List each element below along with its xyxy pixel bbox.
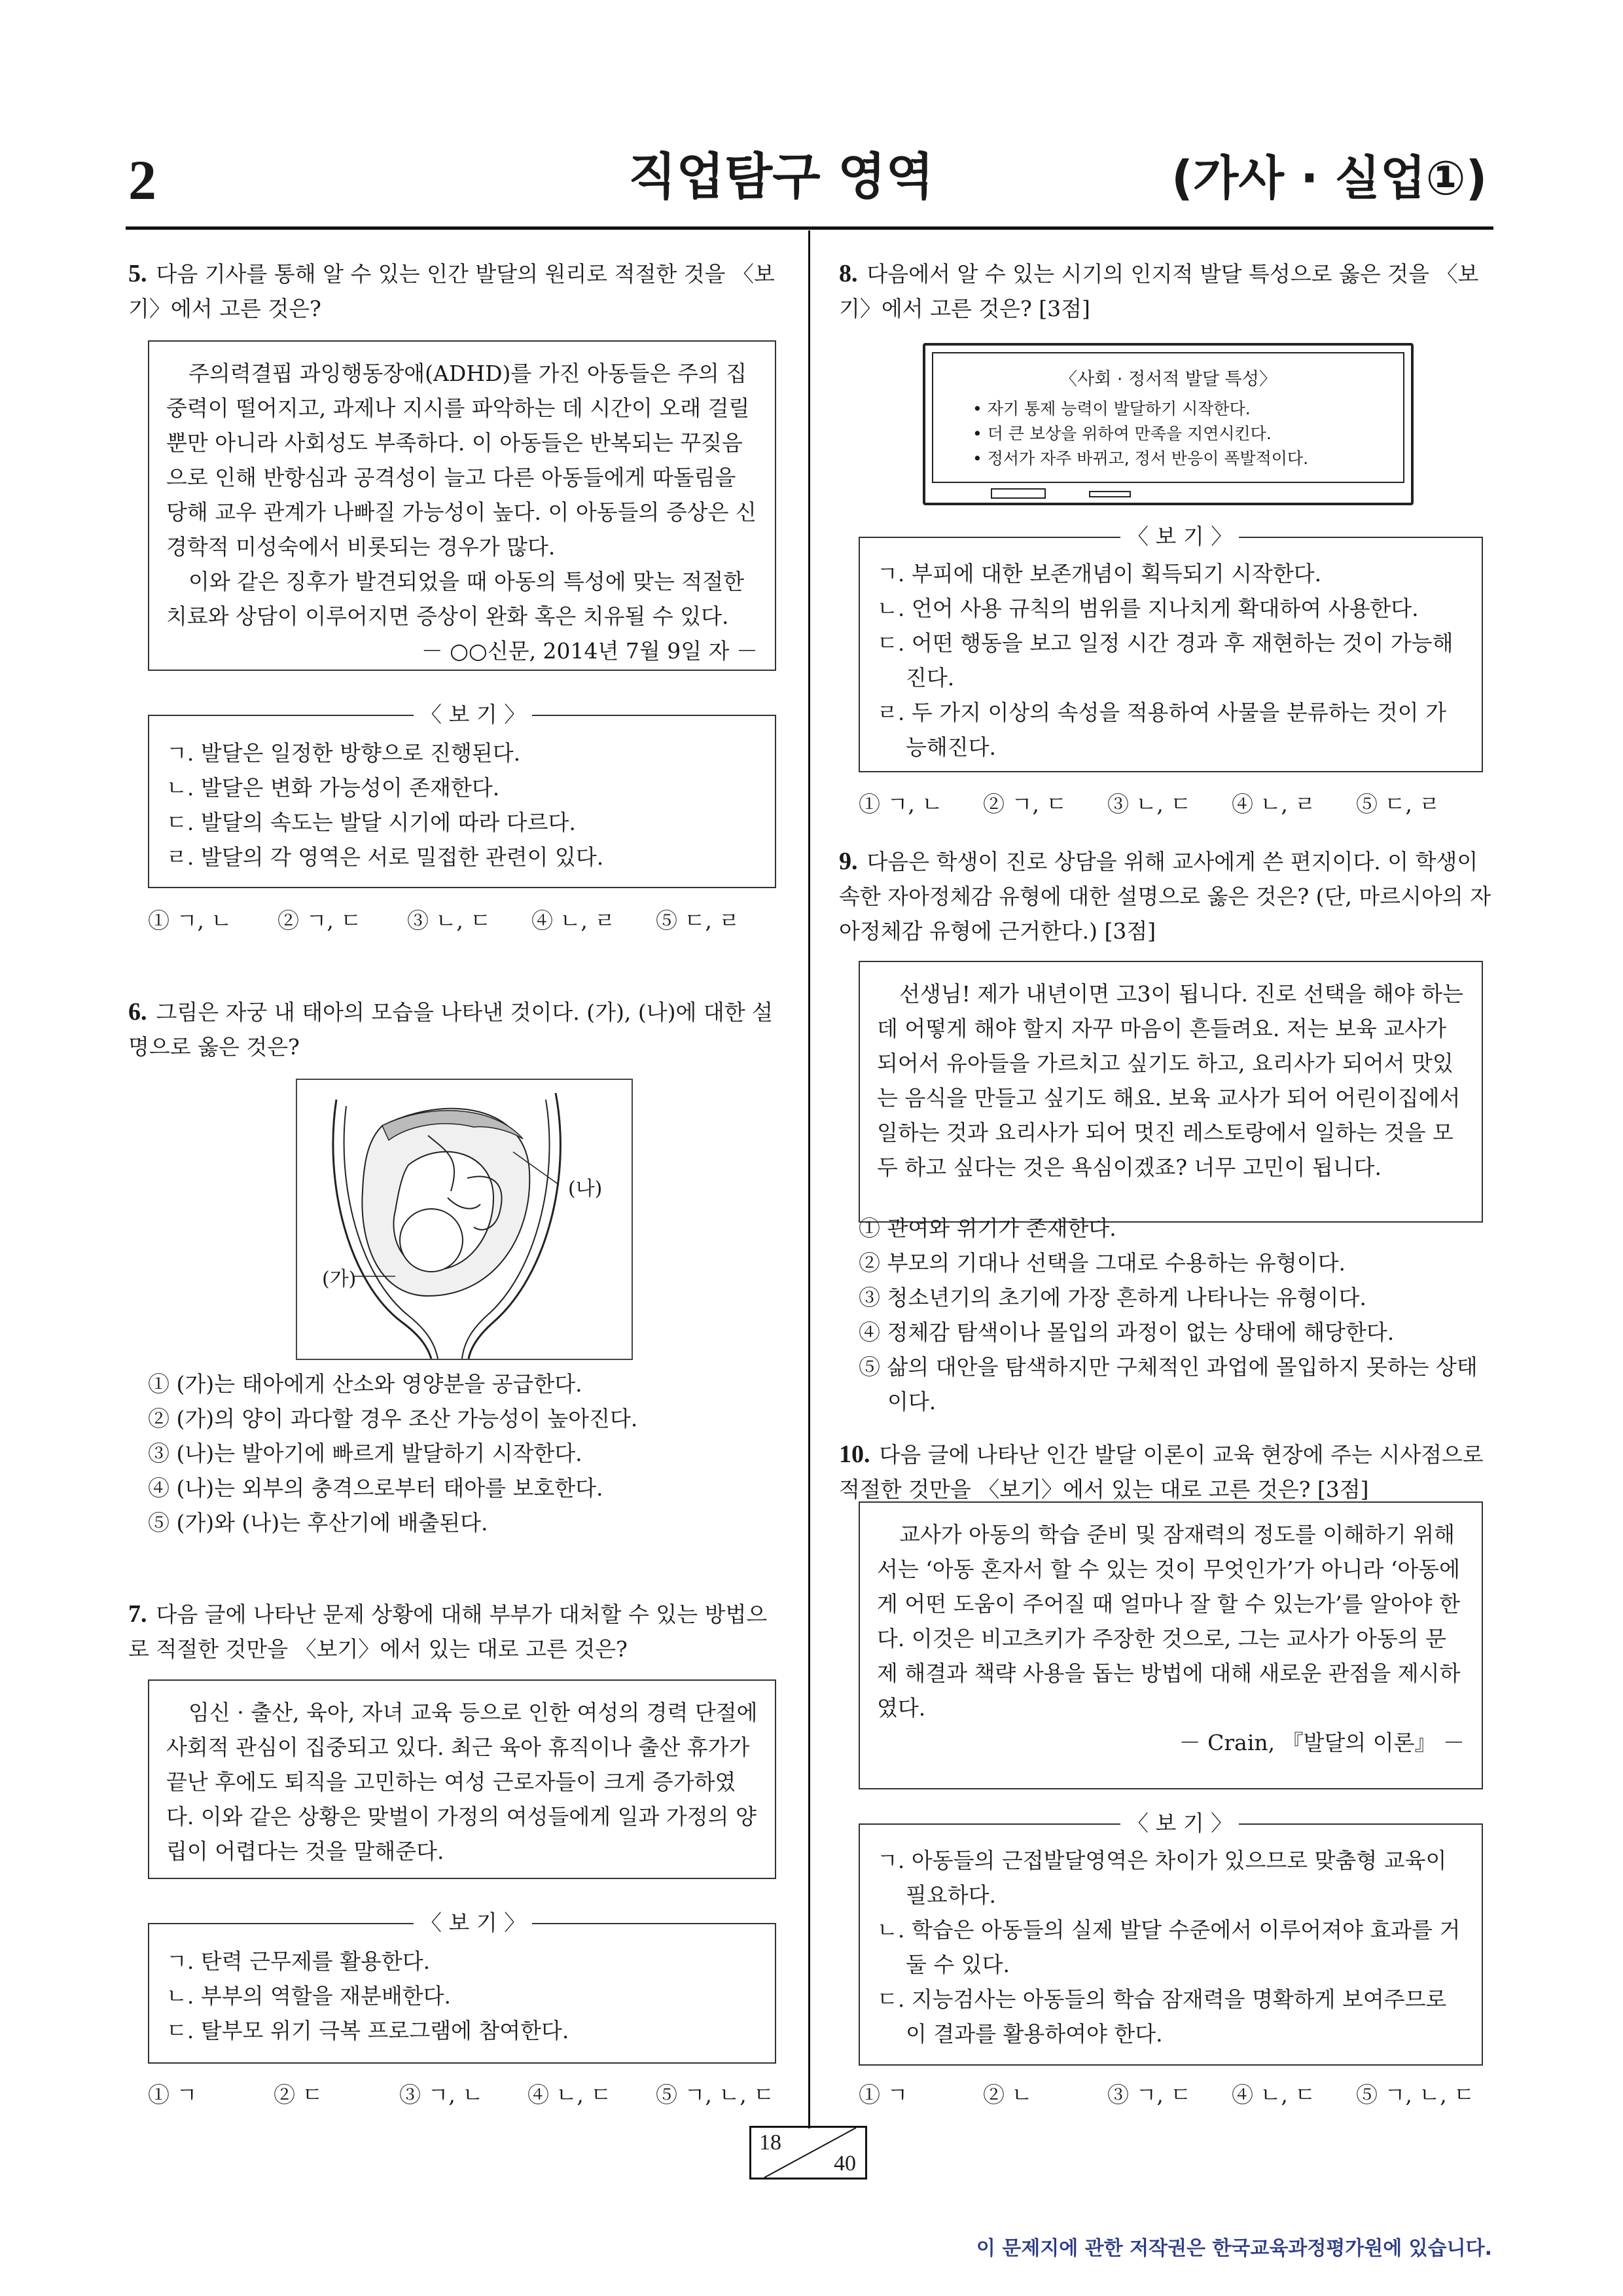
chalkboard <box>923 343 1414 505</box>
choice-2[interactable]: ② ㄱ, ㄷ <box>277 908 362 933</box>
option-3[interactable]: ③ 청소년기의 초기에 가장 흔하게 나타나는 유형이다. <box>859 1285 1366 1310</box>
board-title: 〈사회 · 정서적 발달 특성〉 <box>1060 369 1277 389</box>
board-item: • 정서가 자주 바뀌고, 정서 반응이 폭발적이다. <box>972 449 1309 468</box>
bogi-item: ㄷ. 탈부모 위기 극복 프로그램에 참여한다. <box>166 2018 569 2043</box>
bogi-item: ㄱ. 부피에 대한 보존개념이 획득되기 시작한다. <box>877 561 1322 586</box>
choice-3[interactable]: ③ ㄱ, ㄷ <box>1107 2082 1192 2108</box>
option-4[interactable]: ④ (나)는 외부의 충격으로부터 태아를 보호한다. <box>148 1475 603 1501</box>
choice-3[interactable]: ③ ㄴ, ㄷ <box>1107 791 1192 817</box>
question-stem: 그림은 자궁 내 태아의 모습을 나타낸 것이다. (가), (나)에 대한 설명으로 옳은 것은? <box>128 999 773 1060</box>
question-number: 9. <box>839 848 858 875</box>
fetus-figure <box>296 1079 633 1360</box>
question-number: 5. <box>128 260 147 287</box>
option-2[interactable]: ② 부모의 기대나 선택을 그대로 수용하는 유형이다. <box>859 1250 1346 1276</box>
bogi-item: ㄱ. 발달은 일정한 방향으로 진행된다. <box>166 740 521 766</box>
choice-5[interactable]: ⑤ ㄷ, ㄹ <box>656 908 740 933</box>
choice-4[interactable]: ④ ㄴ, ㄷ <box>527 2082 612 2108</box>
question-number: 7. <box>128 1600 147 1628</box>
choice-3[interactable]: ③ ㄱ, ㄴ <box>399 2082 484 2108</box>
bogi-item: ㄴ. 발달은 변화 가능성이 존재한다. <box>166 775 500 800</box>
bogi-item: ㄷ. 발달의 속도는 발달 시기에 따라 다르다. <box>166 810 576 835</box>
q7-passage-box <box>148 1679 776 1879</box>
option-3[interactable]: ③ (나)는 발아기에 빠르게 발달하기 시작한다. <box>148 1441 582 1466</box>
page-counter-box <box>749 2126 867 2179</box>
question-6 <box>128 995 783 1064</box>
choice-5[interactable]: ⑤ ㄱ, ㄴ, ㄷ <box>1356 2082 1475 2108</box>
q8-bogi-box <box>859 537 1483 772</box>
option-5[interactable]: ⑤ 삶의 대안을 탐색하지만 구체적인 과업에 몰입하지 못하는 상태이다. <box>859 1354 1478 1414</box>
bogi-label: 〈 보 기 〉 <box>414 702 532 728</box>
q6-options <box>148 1367 776 1540</box>
total-pages: 40 <box>834 2151 856 2176</box>
choice-5[interactable]: ⑤ ㄷ, ㄹ <box>1356 791 1440 817</box>
current-page: 18 <box>759 2130 781 2155</box>
option-5[interactable]: ⑤ (가)와 (나)는 후산기에 배출된다. <box>148 1510 488 1535</box>
header-rule <box>126 226 1493 230</box>
q5-choices <box>148 905 776 937</box>
choice-5[interactable]: ⑤ ㄱ, ㄴ, ㄷ <box>656 2082 775 2108</box>
letter-text: 선생님! 제가 내년이면 고3이 됩니다. 진로 선택을 해야 하는데 어떻게 해야 할지 자꾸 마음이 흔들려요. 저는 보육 교사가 되어서 유아들을 가르치고 싶기도 하고, 요리사가 되어서 맛있는 음식을 만들고 싶기도 해요. 보육 교사가 되어 어린이집에서 일하는 것과 요리사가 되어 멋진 레스토랑에서 일하는 것을 모두 하고 싶다는 것은 욕심이겠죠? 너무 고민이 됩니다. <box>877 981 1463 1180</box>
copyright-notice: 이 문제지에 관한 저작권은 한국교육과정평가원에 있습니다. <box>976 2237 1492 2260</box>
q5-bogi-box <box>148 715 776 888</box>
bogi-label: 〈 보 기 〉 <box>1120 1810 1239 1837</box>
question-7 <box>128 1597 783 1666</box>
page-number: 2 <box>128 149 156 211</box>
question-number: 10. <box>839 1441 870 1468</box>
chalkboard-inner <box>932 352 1404 483</box>
option-2[interactable]: ② (가)의 양이 과다할 경우 조산 가능성이 높아진다. <box>148 1406 638 1431</box>
choice-3[interactable]: ③ ㄴ, ㄷ <box>407 908 491 933</box>
label-ga: (가) <box>322 1268 357 1291</box>
bogi-item: ㄱ. 아동들의 근접발달영역은 차이가 있으므로 맞춤형 교육이 필요하다. <box>877 1848 1447 1908</box>
bogi-item: ㄴ. 부부의 역할을 재분배한다. <box>166 1983 451 2009</box>
q10-passage-box <box>859 1501 1483 1789</box>
option-4[interactable]: ④ 정체감 탐색이나 몰입의 과정이 없는 상태에 해당한다. <box>859 1319 1395 1345</box>
bogi-item: ㄹ. 발달의 각 영역은 서로 밀접한 관련이 있다. <box>166 844 604 870</box>
question-stem: 다음은 학생이 진로 상담을 위해 교사에게 쓴 편지이다. 이 학생이 속한 자아정체감 유형에 대한 설명으로 옳은 것은? (단, 마르시아의 자아정체감 유형에 근거한다.) [3점] <box>839 849 1491 944</box>
question-9 <box>839 844 1493 948</box>
column-divider <box>808 230 810 2128</box>
page-title: 직업탐구 영역 <box>628 147 934 206</box>
board-item: • 더 큰 보상을 위하여 만족을 지연시킨다. <box>972 424 1272 443</box>
q8-choices <box>859 788 1487 821</box>
q10-choices <box>859 2079 1487 2111</box>
bogi-item: ㄷ. 지능검사는 아동들의 학습 잠재력을 명확하게 보여주므로 이 결과를 활용하여야 한다. <box>877 1986 1447 2047</box>
question-8 <box>839 257 1493 326</box>
q10-bogi-box <box>859 1823 1483 2066</box>
question-5 <box>128 257 783 326</box>
bogi-item: ㄱ. 탄력 근무제를 활용한다. <box>166 1948 431 1974</box>
choice-2[interactable]: ② ㄷ <box>274 2082 323 2108</box>
q7-choices <box>148 2079 789 2111</box>
chalk <box>1089 491 1131 497</box>
choice-2[interactable]: ② ㄱ, ㄷ <box>983 791 1067 817</box>
choice-4[interactable]: ④ ㄴ, ㄹ <box>1232 791 1316 817</box>
bogi-item: ㄴ. 학습은 아동들의 실제 발달 수준에서 이루어져야 효과를 거둘 수 있다. <box>877 1917 1461 1977</box>
passage-source: － Crain, 『발달의 이론』 － <box>1179 1730 1465 1755</box>
question-stem: 다음에서 알 수 있는 시기의 인지적 발달 특성으로 옳은 것을 〈보기〉에서 고른 것은? [3점] <box>839 261 1479 321</box>
choice-2[interactable]: ② ㄴ <box>983 2082 1033 2108</box>
choice-1[interactable]: ① ㄱ <box>148 2082 198 2108</box>
option-1[interactable]: ① 관여와 위기가 존재한다. <box>859 1215 1116 1241</box>
passage-paragraph: 임신 · 출산, 육아, 자녀 교육 등으로 인한 여성의 경력 단절에 사회적 관심이 집중되고 있다. 최근 육아 휴직이나 출산 휴가가 끝난 후에도 퇴직을 고민하는 여성 근로자들이 크게 증가하였다. 이와 같은 상황은 맞벌이 가정의 여성들에게 일과 가정의 양립이 어렵다는 것을 말해준다. <box>166 1700 758 1864</box>
q7-bogi-box <box>148 1923 776 2064</box>
question-stem: 다음 글에 나타난 인간 발달 이론이 교육 현장에 주는 시사점으로 적절한 것만을 〈보기〉에서 있는 대로 고른 것은? [3점] <box>839 1442 1484 1502</box>
board-item: • 자기 통제 능력이 발달하기 시작한다. <box>972 399 1251 418</box>
bogi-label: 〈 보 기 〉 <box>414 1910 532 1936</box>
question-number: 8. <box>839 260 858 287</box>
bogi-item: ㄷ. 어떤 행동을 보고 일정 시간 경과 후 재현하는 것이 가능해 진다. <box>877 630 1454 691</box>
choice-4[interactable]: ④ ㄴ, ㄹ <box>531 908 616 933</box>
uterus-fetus-illustration <box>297 1080 632 1359</box>
q9-letter-box <box>859 961 1483 1223</box>
bogi-label: 〈 보 기 〉 <box>1120 524 1239 550</box>
choice-1[interactable]: ① ㄱ, ㄴ <box>148 908 232 933</box>
question-stem: 다음 글에 나타난 문제 상황에 대해 부부가 대처할 수 있는 방법으로 적절한 것만을 〈보기〉에서 있는 대로 고른 것은? <box>128 1602 768 1662</box>
question-stem: 다음 기사를 통해 알 수 있는 인간 발달의 원리로 적절한 것을 〈보기〉에서 고른 것은? <box>128 261 775 321</box>
passage-paragraph: 교사가 아동의 학습 준비 및 잠재력의 정도를 이해하기 위해서는 ‘아동 혼자서 할 수 있는 것이 무엇인가’가 아니라 ‘아동에게 어떤 도움이 주어질 때 얼마나 잘 할 수 있는가’를 알아야 한다. 이것은 비고츠키가 주장한 것으로, 그는 교사가 아동의 문제 해결과 책략 사용을 돕는 방법에 대해 새로운 관점을 제시하였다. <box>877 1522 1461 1721</box>
choice-1[interactable]: ① ㄱ <box>859 2082 908 2108</box>
passage-paragraph: 이와 같은 징후가 발견되었을 때 아동의 특성에 맞는 적절한 치료와 상담이 이루어지면 증상이 완화 혹은 치유될 수 있다. <box>166 569 744 629</box>
option-1[interactable]: ① (가)는 태아에게 산소와 영양분을 공급한다. <box>148 1371 582 1397</box>
choice-4[interactable]: ④ ㄴ, ㄷ <box>1232 2082 1316 2108</box>
passage-source: － ○○신문, 2014년 7월 9일 자 － <box>421 638 758 664</box>
label-na: (나) <box>568 1177 603 1200</box>
board-list <box>972 397 1403 471</box>
q9-options <box>859 1211 1487 1419</box>
q5-passage-box <box>148 340 776 671</box>
passage-paragraph: 주의력결핍 과잉행동장애(ADHD)를 가진 아동들은 주의 집중력이 떨어지고, 과제나 지시를 파악하는 데 시간이 오래 걸릴 뿐만 아니라 사회성도 부족하다. 이 아동들은 반복되는 꾸짖음으로 인해 반항심과 공격성이 늘고 다른 아동들에게 따돌림을 당해 교우 관계가 나빠질 가능성이 높다. 이 아동들의 증상은 신경학적 미성숙에서 비롯되는 경우가 많다. <box>166 361 757 560</box>
question-10 <box>839 1437 1493 1507</box>
question-number: 6. <box>128 998 147 1026</box>
bogi-item: ㄹ. 두 가지 이상의 속성을 적용하여 사물을 분류하는 것이 가능해진다. <box>877 700 1446 760</box>
subject-title: (가사 · 실업①) <box>1171 151 1488 206</box>
choice-1[interactable]: ① ㄱ, ㄴ <box>859 791 943 817</box>
bogi-item: ㄴ. 언어 사용 규칙의 범위를 지나치게 확대하여 사용한다. <box>877 596 1419 621</box>
eraser <box>991 488 1046 499</box>
